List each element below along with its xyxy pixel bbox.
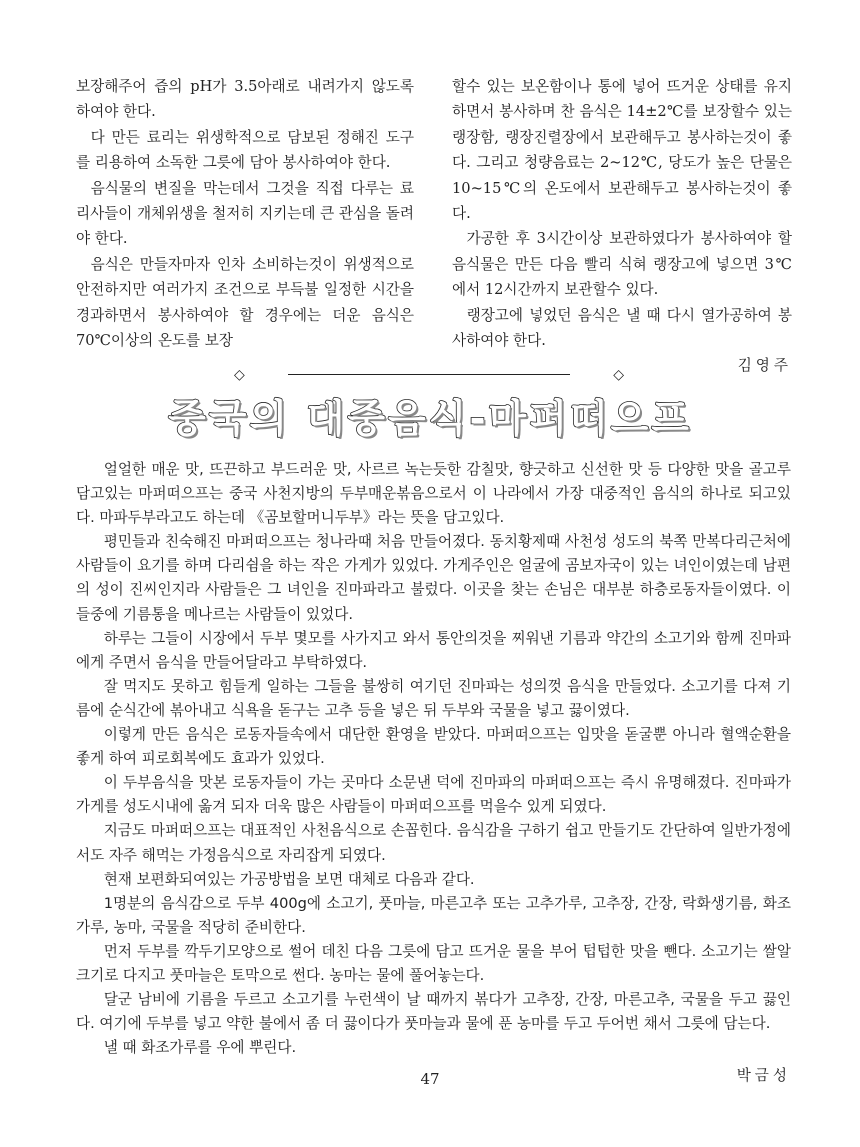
left-paragraph-4: 음식은 만들자마자 인차 소비하는것이 위생적으로 안전하지만 여러가지 조건으로 부득불 일정한 시간을 경과하면서 봉사하여야 할 경우에는 더운 음식은 70℃이상의 온도를 보장 (76, 255, 414, 350)
article-paragraph-12: 낼 때 화조가루를 우에 뿌린다. (103, 1039, 297, 1057)
article-paragraph-6: 이 두부음식을 맛본 로동자들이 가는 곳마다 소문낸 덕에 진마파의 마퍼떠으프는 즉시 유명해졌다. 진마파가 가게를 성도시내에 옮겨 되자 더욱 많은 사람들이 마퍼떠으프를 먹을수 있게 되였다. (76, 774, 791, 816)
article-paragraph-10: 먼저 두부를 깍두기모양으로 썰어 데친 다음 그릇에 담고 뜨거운 물을 부어 텁텁한 맛을 뺀다. 소고기는 쌀알크기로 다지고 풋마늘은 토막으로 썬다. 농마는 물에 풀어놓는다. (76, 942, 791, 984)
right-paragraph-2: 가공한 후 3시간이상 보관하였다가 봉사하여야 할 음식물은 만든 다음 빨리 식혀 랭장고에 넣으면 3℃에서 12시간까지 보관할수 있다. (452, 230, 792, 299)
right-column (452, 74, 792, 379)
article-paragraph-11: 달군 남비에 기름을 두르고 소고기를 누런색이 날 때까지 볶다가 고추장, 간장, 마른고추, 국물을 두고 끓인다. 여기에 두부를 넣고 약한 불에서 좀 더 끓이다가 풋마늘과 물에 푼 농마를 두고 두어번 채서 그릇에 담는다. (76, 991, 791, 1033)
article-paragraph-5: 이렇게 만든 음식은 로동자들속에서 대단한 환영을 받았다. 마퍼떠으프는 입맛을 돋굴뿐 아니라 혈액순환을 좋게 하여 피로회복에도 효과가 있었다. (76, 726, 791, 768)
article-paragraph-4: 잘 먹지도 못하고 힘들게 일하는 그들을 불쌍히 여기던 진마파는 성의껏 음식을 만들었다. 소고기를 다져 기름에 순식간에 볶아내고 식욕을 돋구는 고추 등을 넣은 뒤 두부와 국물을 넣고 끓이였다. (76, 677, 791, 719)
left-paragraph-1: 보장해주어 즙의 pH가 3.5아래로 내려가지 않도록 하여야 한다. (76, 78, 414, 121)
right-column-author: 김영주 (737, 357, 792, 375)
diamond-icon: ◇ (613, 367, 624, 383)
article-paragraph-9: 1명분의 음식감으로 두부 400g에 소고기, 풋마늘, 마른고추 또는 고추가루, 고추장, 간장, 락화생기름, 화조가루, 농마, 국물을 적당히 준비한다. (76, 894, 791, 936)
article-paragraph-7: 지금도 마퍼떠으프는 대표적인 사천음식으로 손꼽힌다. 음식감을 구하기 쉽고 만들기도 간단하여 일반가정에서도 자주 해먹는 가정음식으로 자리잡게 되였다. (76, 822, 791, 864)
left-paragraph-3: 음식물의 변질을 막는데서 그것을 직접 다루는 료리사들이 개체위생을 철저히 지키는데 큰 관심을 돌려야 한다. (76, 179, 414, 248)
article-paragraph-2: 평민들과 친숙해진 마퍼떠으프는 청나라때 처음 만들어졌다. 동치황제때 사천성 성도의 북쪽 만복다리근처에 사람들이 요기를 하며 다리쉼을 하는 작은 가게가 있었다. 가게주인은 얼굴에 곰보자국이 있는 녀인이였는데 남편의 성이 진씨인지라 사람들은 그 녀인을 진마파라고 불렀다. 이곳을 찾는 손님은 대부분 하층로동자들이였다. 이들중에 기름통을 메나르는 사람들이 있었다. (76, 533, 791, 623)
article-body (76, 458, 791, 1088)
diamond-icon: ◇ (234, 367, 245, 383)
article-paragraph-1: 얼얼한 매운 맛, 뜨끈하고 부드러운 맛, 사르르 녹는듯한 감칠맛, 향긋하고 신선한 맛 등 다양한 맛을 골고루 담고있는 마퍼떠으프는 중국 사천지방의 두부매운볶음으로서 이 나라에서 가장 대중적인 음식의 하나로 되고있다. 마파두부라고도 하는데 《곰보할머니두부》라는 뜻을 담고있다. (76, 461, 791, 527)
section-divider (234, 367, 624, 383)
right-paragraph-1: 할수 있는 보온함이나 통에 넣어 뜨거운 상태를 유지하면서 봉사하며 찬 음식은 14±2℃를 보장할수 있는 랭장함, 랭장진렬장에서 보관해두고 봉사하는것이 좋다. 그리고 청량음료는 2~12℃, 당도가 높은 단물은 10~15℃의 온도에서 보관해두고 봉사하는것이 좋다. (452, 78, 792, 223)
page-number: 47 (420, 1070, 440, 1088)
right-paragraph-3: 랭장고에 넣었던 음식은 낼 때 다시 열가공하여 봉사하여야 한다. (452, 306, 792, 350)
article-paragraph-8: 현재 보편화되여있는 가공방법을 보면 대체로 다음과 같다. (103, 870, 475, 888)
divider-rule (288, 374, 570, 375)
left-column (76, 74, 414, 353)
article-title: 중국의 대중음식-마퍼떠으프 (168, 397, 692, 442)
article-author: 박금성 (736, 1067, 791, 1085)
left-paragraph-2: 다 만든 료리는 위생학적으로 담보된 정해진 도구를 리용하여 소독한 그릇에 담아 봉사하여야 한다. (76, 128, 414, 172)
article-paragraph-3: 하루는 그들이 시장에서 두부 몇모를 사가지고 와서 통안의것을 찌워낸 기름과 약간의 소고기와 함께 진마파에게 주면서 음식을 만들어달라고 부탁하였다. (76, 629, 791, 671)
